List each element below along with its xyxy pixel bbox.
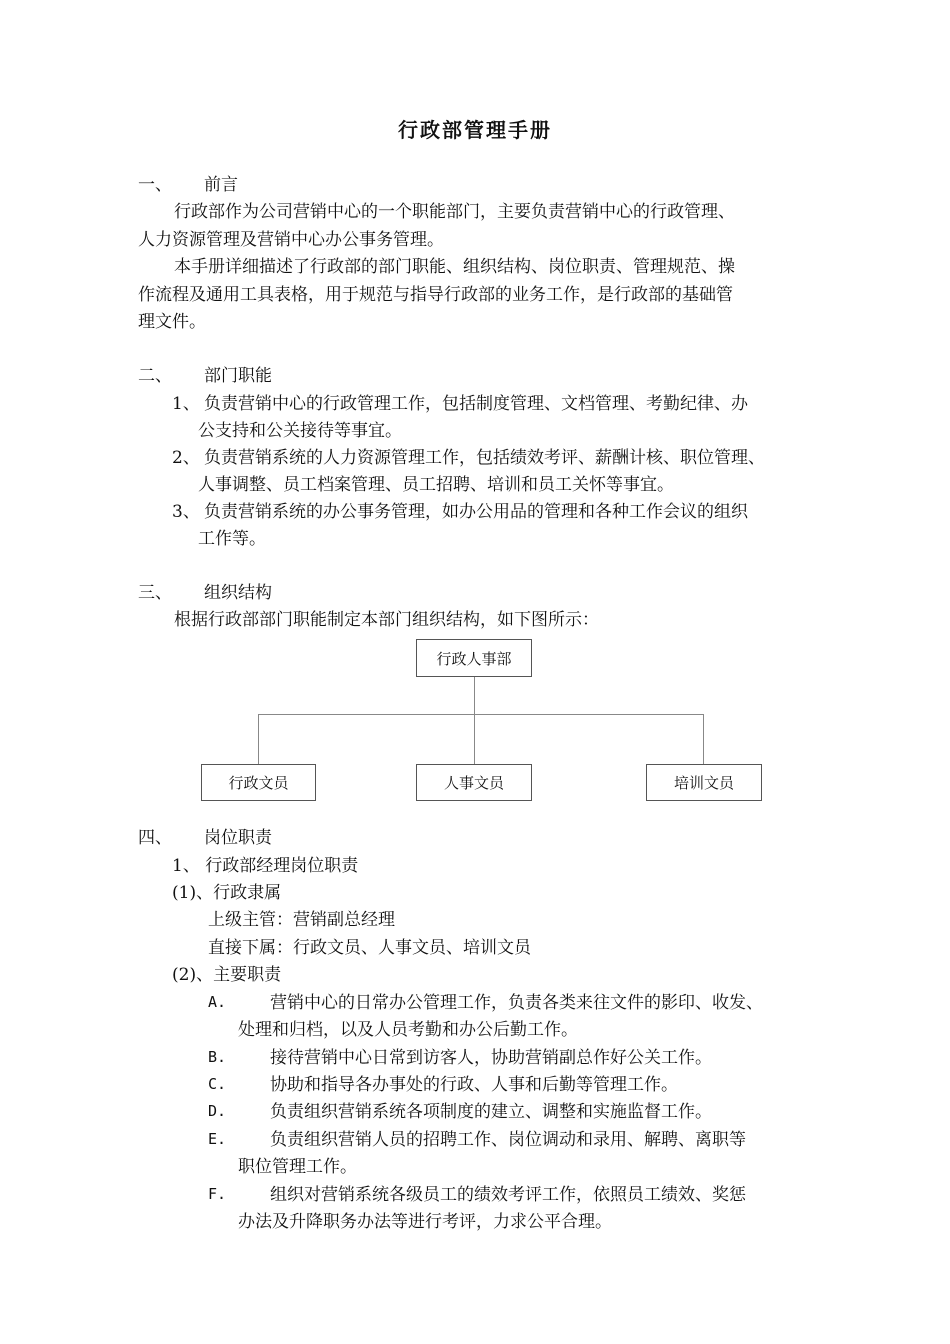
org-connector-horizontal	[258, 714, 704, 715]
function-item-2-line-1: 负责营销系统的人力资源管理工作，包括绩效考评、薪酬计核、职位管理、	[204, 448, 765, 468]
function-item-1-line-1: 负责营销中心的行政管理工作，包括制度管理、文档管理、考勤纪律、办	[204, 394, 748, 414]
function-item-3-line-1: 负责营销系统的办公事务管理，如办公用品的管理和各种工作会议的组织	[204, 502, 748, 522]
function-item-2-line-2: 人事调整、员工档案管理、员工招聘、培训和员工关怀等事宜。	[198, 475, 674, 495]
duty-b-letter: B.	[208, 1048, 227, 1066]
duty-f-line-1: 组织对营销系统各级员工的绩效考评工作，依照员工绩效、奖惩	[270, 1185, 746, 1205]
section-3-heading: 组织结构	[204, 583, 272, 603]
preface-paragraph-2-line-2: 作流程及通用工具表格，用于规范与指导行政部的业务工作，是行政部的基础管	[138, 285, 733, 305]
org-connector-right	[703, 714, 704, 764]
org-connector-middle	[474, 714, 475, 764]
duty-e-line-1: 负责组织营销人员的招聘工作、岗位调动和录用、解聘、离职等	[270, 1130, 746, 1150]
main-duties-label: (2)、主要职责	[172, 965, 282, 985]
org-node-training-clerk: 培训文员	[646, 764, 762, 801]
org-connector-root	[474, 677, 475, 715]
duty-e-letter: E.	[208, 1130, 227, 1148]
preface-paragraph-1-line-1: 行政部作为公司营销中心的一个职能部门，主要负责营销中心的行政管理、	[174, 202, 735, 222]
org-connector-left	[258, 714, 259, 764]
duty-e-line-2: 职位管理工作。	[238, 1157, 357, 1177]
function-item-2-number: 2、	[172, 448, 200, 468]
duty-c-letter: C.	[208, 1075, 227, 1093]
preface-paragraph-2-line-3: 理文件。	[138, 312, 206, 332]
section-2-number: 二、	[138, 366, 172, 386]
duty-f-line-2: 办法及升降职务办法等进行考评，力求公平合理。	[238, 1212, 612, 1232]
duty-a-line-1: 营销中心的日常办公管理工作，负责各类来往文件的影印、收发、	[270, 993, 763, 1013]
preface-paragraph-2-line-1: 本手册详细描述了行政部的部门职能、组织结构、岗位职责、管理规范、操	[174, 257, 735, 277]
superior-text: 上级主管：营销副总经理	[208, 910, 395, 930]
subordinates-text: 直接下属：行政文员、人事文员、培训文员	[208, 938, 531, 958]
org-node-admin-clerk: 行政文员	[201, 764, 316, 801]
duty-f-letter: F.	[208, 1185, 227, 1203]
section-4-heading: 岗位职责	[204, 828, 272, 848]
section-1-number: 一、	[138, 175, 172, 195]
duty-c-line-1: 协助和指导各办事处的行政、人事和后勤等管理工作。	[270, 1075, 678, 1095]
duty-a-letter: A.	[208, 993, 227, 1011]
duty-a-line-2: 处理和归档，以及人员考勤和办公后勤工作。	[238, 1020, 578, 1040]
org-node-root: 行政人事部	[416, 639, 532, 677]
section-3-number: 三、	[138, 583, 172, 603]
manager-duties-subheading: 1、 行政部经理岗位职责	[172, 856, 359, 876]
admin-affiliation-label: (1)、行政隶属	[172, 883, 282, 903]
org-intro-text: 根据行政部部门职能制定本部门组织结构，如下图所示：	[174, 610, 599, 630]
section-4-number: 四、	[138, 828, 172, 848]
section-1-heading: 前言	[204, 175, 238, 195]
duty-d-letter: D.	[208, 1102, 227, 1120]
document-title: 行政部管理手册	[398, 118, 552, 142]
org-node-hr-clerk: 人事文员	[416, 764, 532, 801]
function-item-1-line-2: 公支持和公关接待等事宜。	[198, 421, 402, 441]
function-item-1-number: 1、	[172, 394, 200, 414]
preface-paragraph-1-line-2: 人力资源管理及营销中心办公事务管理。	[138, 230, 444, 250]
section-2-heading: 部门职能	[204, 366, 272, 386]
duty-d-line-1: 负责组织营销系统各项制度的建立、调整和实施监督工作。	[270, 1102, 712, 1122]
duty-b-line-1: 接待营销中心日常到访客人，协助营销副总作好公关工作。	[270, 1048, 712, 1068]
function-item-3-number: 3、	[172, 502, 200, 522]
function-item-3-line-2: 工作等。	[198, 529, 266, 549]
